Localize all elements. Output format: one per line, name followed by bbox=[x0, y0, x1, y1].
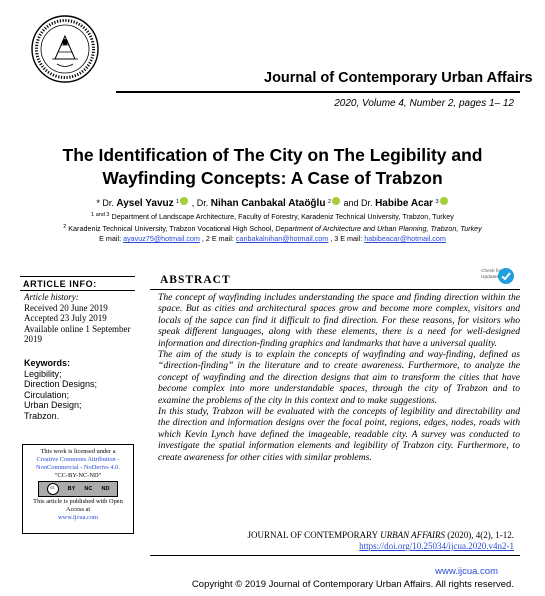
article-history bbox=[24, 292, 138, 345]
article-info-rule-top bbox=[20, 276, 135, 277]
orcid-icon[interactable] bbox=[332, 197, 340, 205]
author-list bbox=[0, 197, 545, 209]
affiliation-1-sup: 1 and 3 bbox=[91, 212, 110, 218]
affiliation-1-text: Department of Landscape Architecture, Faculty of Forestry, Karadeniz Technical University, Trabzon, Turkey bbox=[111, 212, 454, 221]
paper-title bbox=[0, 144, 545, 190]
email-3-label: , 3 E mail: bbox=[330, 234, 363, 243]
citation-line bbox=[247, 530, 514, 540]
online-date: Available online 1 September 2019 bbox=[24, 323, 131, 345]
author-1-sup: 1 bbox=[176, 199, 180, 205]
keyword-item: Direction Designs; bbox=[24, 379, 98, 390]
license-text: This work is licensed under a bbox=[40, 448, 116, 455]
history-label: Article history: bbox=[24, 292, 79, 302]
author-3-name: Habibe Acar bbox=[375, 198, 434, 209]
received-date: Received 20 June 2019 bbox=[24, 302, 108, 313]
keyword-item: Urban Design; bbox=[24, 400, 82, 411]
cc-nd-label: ND bbox=[101, 486, 110, 492]
abstract-paragraph-2: The aim of the study is to explain the concepts of wayfinding and way-finding, defined as “direction-finding” in the literature and to create awareness. Furthermore, to analyze the concept of wayfinding and the direction designs that aim to transform the cities that have become complex into more understandable spaces, through the city of Trabzon and to examine the problems of the city in this context and to make suggestions. bbox=[158, 349, 520, 406]
open-access-text: This article is published with Open Access at bbox=[33, 498, 123, 513]
issue-info: 2020, Volume 4, Number 2, pages 1– 12 bbox=[334, 98, 514, 109]
keywords-label: Keywords: bbox=[24, 358, 71, 368]
check-for-updates-badge[interactable] bbox=[481, 265, 515, 291]
affiliation-2-text-b: Department of Architecture and Urban Planning, Trabzon, Turkey bbox=[275, 224, 482, 233]
author-2-name: Nihan Canbakal Ataöğlu bbox=[210, 198, 326, 209]
keywords-section bbox=[24, 358, 138, 422]
author-1-name: Aysel Yavuz bbox=[116, 198, 174, 209]
citation-rule bbox=[150, 555, 520, 556]
article-info-rule-bottom bbox=[20, 290, 135, 291]
accepted-date: Accepted 23 July 2019 bbox=[24, 313, 107, 324]
citation-italic: URBAN AFFAIRS bbox=[380, 530, 445, 540]
keyword-item: Trabzon. bbox=[24, 410, 60, 421]
paper-title-line-1: The Identification of The City on The Legibility and bbox=[62, 145, 483, 165]
citation-prefix: JOURNAL OF CONTEMPORARY bbox=[247, 530, 378, 540]
affiliation-2-text-a: Karadeniz Technical University, Trabzon Vocational High School, bbox=[68, 224, 274, 233]
citation-suffix: (2020), 4(2), 1-12. bbox=[447, 530, 514, 540]
orcid-icon[interactable] bbox=[440, 197, 448, 205]
abstract-body bbox=[158, 292, 520, 463]
license-box bbox=[22, 444, 134, 534]
affiliation-2 bbox=[0, 222, 545, 234]
doi-link[interactable]: https://doi.org/10.25034/ijcua.2020.v4n2-1 bbox=[359, 541, 514, 551]
email-1-link[interactable]: ayavuz75@hotmail.com bbox=[123, 234, 200, 243]
journal-seal-logo bbox=[30, 14, 100, 84]
cc-license-badge[interactable] bbox=[38, 481, 118, 497]
keyword-item: Legibility; bbox=[24, 368, 62, 379]
affiliation-2-sup: 2 bbox=[63, 224, 67, 230]
abstract-paragraph-1: The concept of wayfinding includes understanding the space and finding direction within the space. But as cities and architectural spaces grow and become more complex, visitors and locals of the sapce can find it difficult to find direction. For these reasons, for visitors who speak different languages, along with these elements, there is a need for well-designed information and direction-finding graphics and landmarks that have a universal quality. bbox=[158, 292, 520, 349]
author-2-sup: 2 bbox=[327, 199, 332, 205]
license-link[interactable]: Creative Commons Attribution - NonCommercial - NoDerivs 4.0. bbox=[36, 456, 120, 471]
email-1-label: E mail: bbox=[99, 234, 122, 243]
copyright-notice: Copyright © 2019 Journal of Contemporary Urban Affairs. All rights reserved. bbox=[191, 579, 514, 590]
author-3-sup: 3 bbox=[435, 199, 439, 205]
journal-title: Journal of Contemporary Urban Affairs bbox=[264, 70, 533, 86]
author-2-prefix: , Dr. bbox=[191, 198, 209, 208]
cc-by-label: BY bbox=[67, 486, 76, 492]
abstract-heading: ABSTRACT bbox=[160, 274, 231, 286]
abstract-rule bbox=[150, 289, 520, 290]
keyword-item: Circulation; bbox=[24, 389, 70, 400]
updates-label-line-1: Check for bbox=[481, 269, 502, 274]
email-2-label: , 2 E mail: bbox=[201, 234, 234, 243]
email-2-link[interactable]: canbakalnihan@hotmail.com bbox=[235, 234, 329, 243]
footer-site-link[interactable]: www.ijcua.com bbox=[435, 566, 498, 577]
abstract-paragraph-3: In this study, Trabzon will be evaluated with the concepts of legibility and directability and the direction and information designs over the focal point, regions, edges, nodes, roads with which Kevin Lynch have defined the imageable, readable city. A survey was conducted to investigate the spatial information elements and legibility of Trabzon city. Furthermore, to create awareness for other cities with similar problems. bbox=[158, 406, 520, 463]
cc-nc-label: NC bbox=[84, 486, 93, 492]
author-3-prefix: and Dr. bbox=[343, 198, 373, 208]
license-site-link[interactable]: www.ijcua.com bbox=[57, 514, 99, 521]
author-emails bbox=[0, 234, 545, 244]
orcid-icon[interactable] bbox=[180, 197, 188, 205]
affiliation-1 bbox=[0, 210, 545, 222]
header-divider bbox=[116, 91, 520, 93]
license-code: "CC-BY-NC-ND" bbox=[54, 472, 102, 479]
author-1-prefix: * Dr. bbox=[96, 198, 114, 208]
check-updates-icon bbox=[498, 268, 514, 284]
email-3-link[interactable]: habibeacar@hotmail.com bbox=[364, 234, 446, 243]
paper-title-line-2: Wayfinding Concepts: A Case of Trabzon bbox=[102, 168, 443, 188]
updates-label-line-2: Updates bbox=[481, 274, 499, 280]
article-info-heading: ARTICLE INFO: bbox=[23, 279, 97, 289]
creative-commons-icon: cc bbox=[47, 483, 59, 495]
affiliations bbox=[0, 210, 545, 244]
